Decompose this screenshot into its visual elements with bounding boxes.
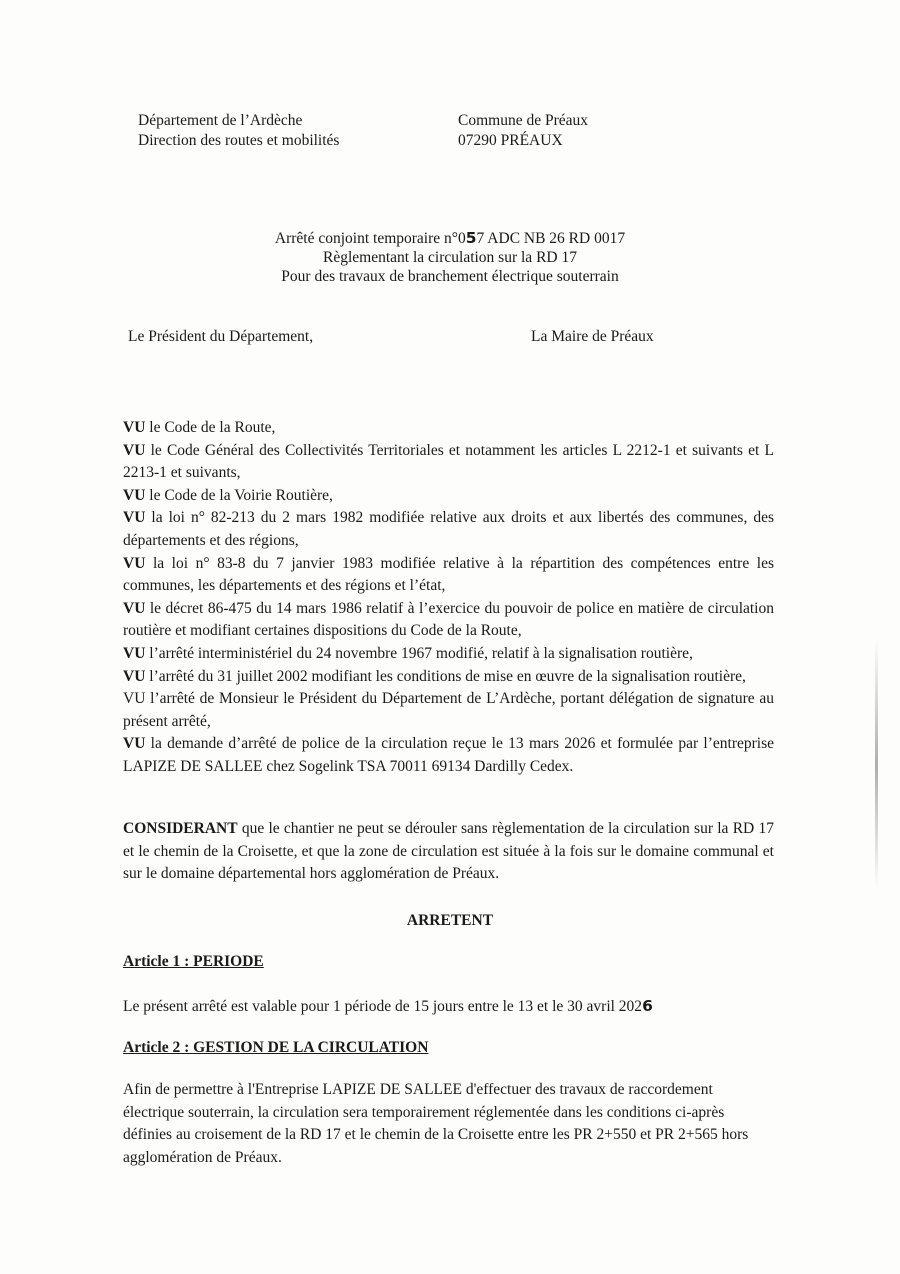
arretent-heading: ARRETENT bbox=[406, 912, 494, 929]
vu-item: VU le Code de la Voirie Routière, bbox=[123, 486, 333, 504]
article-2-heading: Article 2 : GESTION DE LA CIRCULATION bbox=[123, 1039, 429, 1056]
decree-title bbox=[0, 229, 900, 286]
vu-item: VU la demande d’arrêté de police de la circulation reçue le 13 mars 2026 et formulée par l’entreprise LAPIZE DE SALLEE chez Sogelink TSA 70011 69134 Dardilly Cedex. bbox=[123, 735, 774, 775]
scan-edge-shadow bbox=[875, 640, 878, 890]
vu-item: VU l’arrêté du 31 juillet 2002 modifiant les conditions de mise en œuvre de la signalisation routière, bbox=[123, 667, 746, 685]
article-1-heading: Article 1 : PERIODE bbox=[123, 953, 264, 970]
issuer-commune bbox=[458, 111, 588, 151]
considerant-paragraph bbox=[123, 818, 774, 886]
vu-item: VU la loi n° 83-8 du 7 janvier 1983 modifiée relative à la répartition des compétences entre les communes, les départements et des régions et l’état, bbox=[123, 554, 774, 595]
decree-purpose: Pour des travaux de branchement électrique souterrain bbox=[281, 268, 619, 285]
vu-item: VU le décret 86-475 du 14 mars 1986 relatif à l’exercice du pouvoir de police en matière de circulation routière et modifiant certaines dispositions du Code de la Route, bbox=[123, 599, 774, 640]
department-direction: Direction des routes et mobilités bbox=[138, 132, 340, 149]
article-1-handwritten-digit: 6 bbox=[642, 997, 653, 1015]
vu-item: VU le Code de la Route, bbox=[123, 419, 276, 436]
considerant-text: que le chantier ne peut se dérouler sans règlementation de la circulation sur la RD 17 et le chemin de la Croisette, et que la zone de circulation est située à la fois sur le domaine communal et sur le domaine départemental hors agglomération de Préaux. bbox=[123, 820, 774, 883]
decree-number bbox=[0, 229, 900, 248]
decree-number-suffix: 7 ADC NB 26 RD 0017 bbox=[476, 230, 626, 247]
vu-item: VU le Code Général des Collectivités Territoriales et notamment les articles L 2212-1 et suivants et L 2213-1 et suivants, bbox=[123, 441, 774, 482]
article-1-text: Le présent arrêté est valable pour 1 période de 15 jours entre le 13 et le 30 avril 2026 bbox=[123, 997, 653, 1015]
issuer-department bbox=[138, 111, 339, 151]
vu-item: VU l’arrêté de Monsieur le Président du Département de L’Ardèche, portant délégation de signature au présent arrêté, bbox=[123, 690, 774, 730]
article-2-text: Afin de permettre à l'Entreprise LAPIZE DE SALLEE d'effectuer des travaux de raccordement électrique souterrain, la circulation sera temporairement réglementée dans les conditions ci-après définies au croisement de la RD 17 et le chemin de la Croisette entre les PR 2+550 et PR 2+565 hors agglomération de Préaux. bbox=[123, 1081, 749, 1166]
vu-item: VU l’arrêté interministériel du 24 novembre 1967 modifié, relatif à la signalisation routière, bbox=[123, 644, 693, 662]
signatory-president: Le Président du Département, bbox=[128, 328, 314, 345]
commune-name: Commune de Préaux bbox=[458, 112, 589, 129]
signatory-mayor: La Maire de Préaux bbox=[531, 328, 654, 345]
vu-item: VU la loi n° 82-213 du 2 mars 1982 modifiée relative aux droits et aux libertés des communes, des départements et des régions, bbox=[123, 509, 774, 549]
decree-number-prefix: Arrêté conjoint temporaire n°0 bbox=[274, 230, 466, 247]
decree-number-handwritten: 5 bbox=[465, 229, 477, 247]
considerant-lead: CONSIDERANT bbox=[123, 820, 238, 837]
decree-subject: Règlementant la circulation sur la RD 17 bbox=[323, 249, 577, 266]
commune-postal: 07290 PRÉAUX bbox=[458, 132, 563, 149]
department-name: Département de l’Ardèche bbox=[138, 112, 303, 129]
vu-list bbox=[123, 417, 774, 779]
